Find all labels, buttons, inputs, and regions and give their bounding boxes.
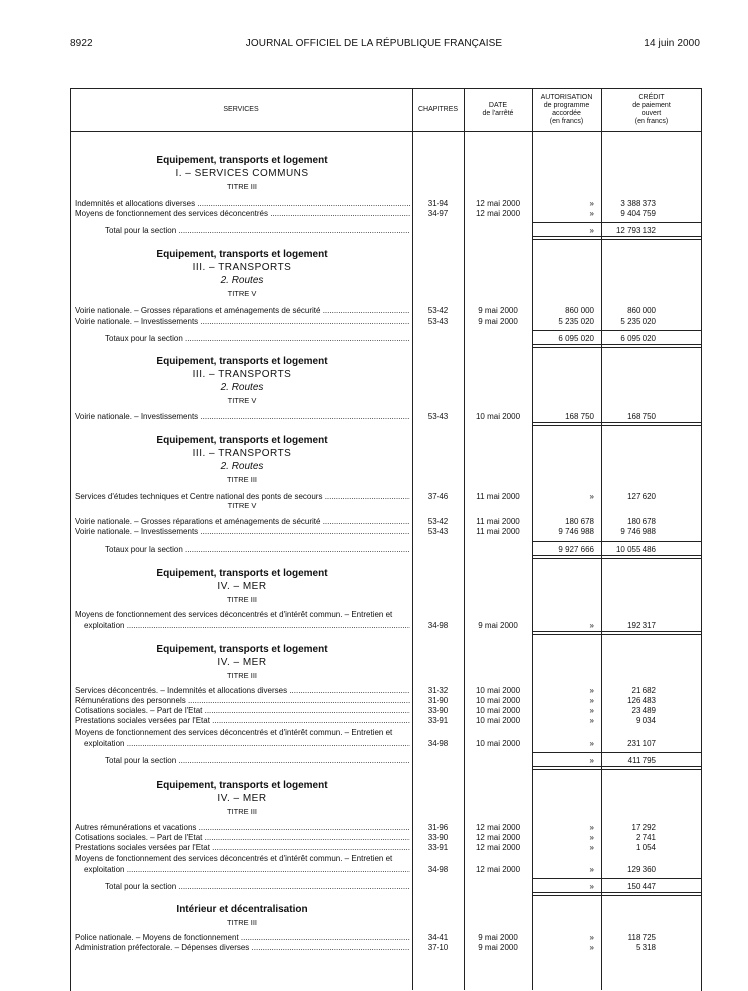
issue-date: 14 juin 2000 bbox=[644, 38, 700, 49]
table-row: Prestations sociales versées par l'Etat ..... 33-91 10 mai 2000 » 9 034 bbox=[0, 715, 748, 726]
table-row: Autres rémunérations et vacations ..... 31-96 12 mai 2000 » 17 292 bbox=[0, 822, 748, 833]
total-double-rule bbox=[532, 766, 702, 770]
table-row: Moyens de fonctionnement des services déconcentrés ..... 34-97 12 mai 2000 » 9 404 759 bbox=[0, 208, 748, 219]
table-row: Indemnités et allocations diverses ..... 31-94 12 mai 2000 » 3 388 373 bbox=[0, 198, 748, 209]
page-number: 8922 bbox=[70, 38, 93, 49]
table-row: Administration préfectorale. – Dépenses diverses ..... 37-10 9 mai 2000 » 5 318 bbox=[0, 942, 748, 953]
total-double-rule bbox=[532, 892, 702, 896]
section-heading: Equipement, transports et logement IV. – MER TITRE III bbox=[156, 644, 328, 680]
total-rule bbox=[532, 878, 702, 879]
section-heading: Equipement, transports et logement III. – TRANSPORTS 2. Routes TITRE V bbox=[156, 356, 328, 405]
table-row-total: Totaux pour la section ..... 9 927 666 10 055 486 bbox=[0, 544, 748, 555]
inline-titre: TITRE V bbox=[227, 501, 257, 510]
table-row-total: Total pour la section ..... » 12 793 132 bbox=[0, 225, 748, 236]
column-header-date: DATE de l'arrêté bbox=[482, 101, 514, 117]
total-rule bbox=[532, 330, 702, 331]
table-row: Voirie nationale. – Investissements ..... 53-43 9 mai 2000 5 235 020 5 235 020 bbox=[0, 316, 748, 327]
table-row: Voirie nationale. – Grosses réparations et aménagements de sécurité ..... 53-42 11 mai 2000 180 678 180 678 bbox=[0, 516, 748, 527]
table-row: exploitation ..... 34-98 12 mai 2000 » 129 360 bbox=[0, 864, 748, 875]
total-rule bbox=[532, 541, 702, 542]
table-row: Voirie nationale. – Investissements ..... 53-43 10 mai 2000 168 750 168 750 bbox=[0, 411, 748, 422]
total-double-rule bbox=[532, 344, 702, 348]
table-row: Police nationale. – Moyens de fonctionnement ..... 34-41 9 mai 2000 » 118 725 bbox=[0, 932, 748, 943]
total-double-rule bbox=[532, 631, 702, 635]
section-heading: Equipement, transports et logement IV. – MER TITRE III bbox=[156, 568, 328, 604]
table-row: exploitation ..... 34-98 9 mai 2000 » 192 317 bbox=[0, 620, 748, 631]
total-double-rule bbox=[532, 555, 702, 559]
column-header-chapitres: CHAPITRES bbox=[417, 105, 459, 113]
table-row: Services déconcentrés. – Indemnités et allocations diverses ..... 31-32 10 mai 2000 » 21 682 bbox=[0, 685, 748, 696]
total-rule bbox=[532, 222, 702, 223]
section-heading: Equipement, transports et logement III. – TRANSPORTS 2. Routes TITRE III bbox=[156, 435, 328, 484]
table-row-continued: Moyens de fonctionnement des services déconcentrés et d'intérêt commun. – Entretien et bbox=[75, 610, 393, 619]
total-rule bbox=[532, 752, 702, 753]
table-row: Voirie nationale. – Grosses réparations et aménagements de sécurité ..... 53-42 9 mai 2000 860 000 860 000 bbox=[0, 305, 748, 316]
section-heading: Intérieur et décentralisation TITRE III bbox=[176, 904, 308, 927]
column-header-autorisation: AUTORISATION de programme accordée (en francs) bbox=[540, 93, 593, 125]
table-row-total: Total pour la section ..... » 411 795 bbox=[0, 755, 748, 766]
table-row-total: Total pour la section ..... » 150 447 bbox=[0, 881, 748, 892]
column-header-services: SERVICES bbox=[223, 105, 259, 113]
table-row: exploitation ..... 34-98 10 mai 2000 » 231 107 bbox=[0, 738, 748, 749]
table-row-continued: Moyens de fonctionnement des services déconcentrés et d'intérêt commun. – Entretien et bbox=[75, 728, 393, 737]
total-double-rule bbox=[532, 236, 702, 240]
table-row: Cotisations sociales. – Part de l'Etat ..... 33-90 12 mai 2000 » 2 741 bbox=[0, 832, 748, 843]
section-heading: Equipement, transports et logement III. – TRANSPORTS 2. Routes TITRE V bbox=[156, 249, 328, 298]
total-double-rule bbox=[532, 422, 702, 426]
column-header-credit: CRÉDIT de paiement ouvert (en francs) bbox=[632, 93, 671, 125]
table-row: Services d'études techniques et Centre national des ponts de secours ..... 37-46 11 mai 2000 » 127 620 bbox=[0, 491, 748, 502]
section-heading: Equipement, transports et logement I. – SERVICES COMMUNS TITRE III bbox=[156, 155, 328, 191]
table-row-continued: Moyens de fonctionnement des services déconcentrés et d'intérêt commun. – Entretien et bbox=[75, 854, 393, 863]
journal-title: JOURNAL OFFICIEL DE LA RÉPUBLIQUE FRANÇAISE bbox=[245, 38, 503, 49]
table-row: Prestations sociales versées par l'Etat ..... 33-91 12 mai 2000 » 1 054 bbox=[0, 842, 748, 853]
table-row: Voirie nationale. – Investissements ..... 53-43 11 mai 2000 9 746 988 9 746 988 bbox=[0, 526, 748, 537]
table-row: Cotisations sociales. – Part de l'Etat ..... 33-90 10 mai 2000 » 23 489 bbox=[0, 705, 748, 716]
section-heading: Equipement, transports et logement IV. – MER TITRE III bbox=[156, 780, 328, 816]
table-row: Rémunérations des personnels ..... 31-90 10 mai 2000 » 126 483 bbox=[0, 695, 748, 706]
table-row-total: Totaux pour la section ..... 6 095 020 6 095 020 bbox=[0, 333, 748, 344]
